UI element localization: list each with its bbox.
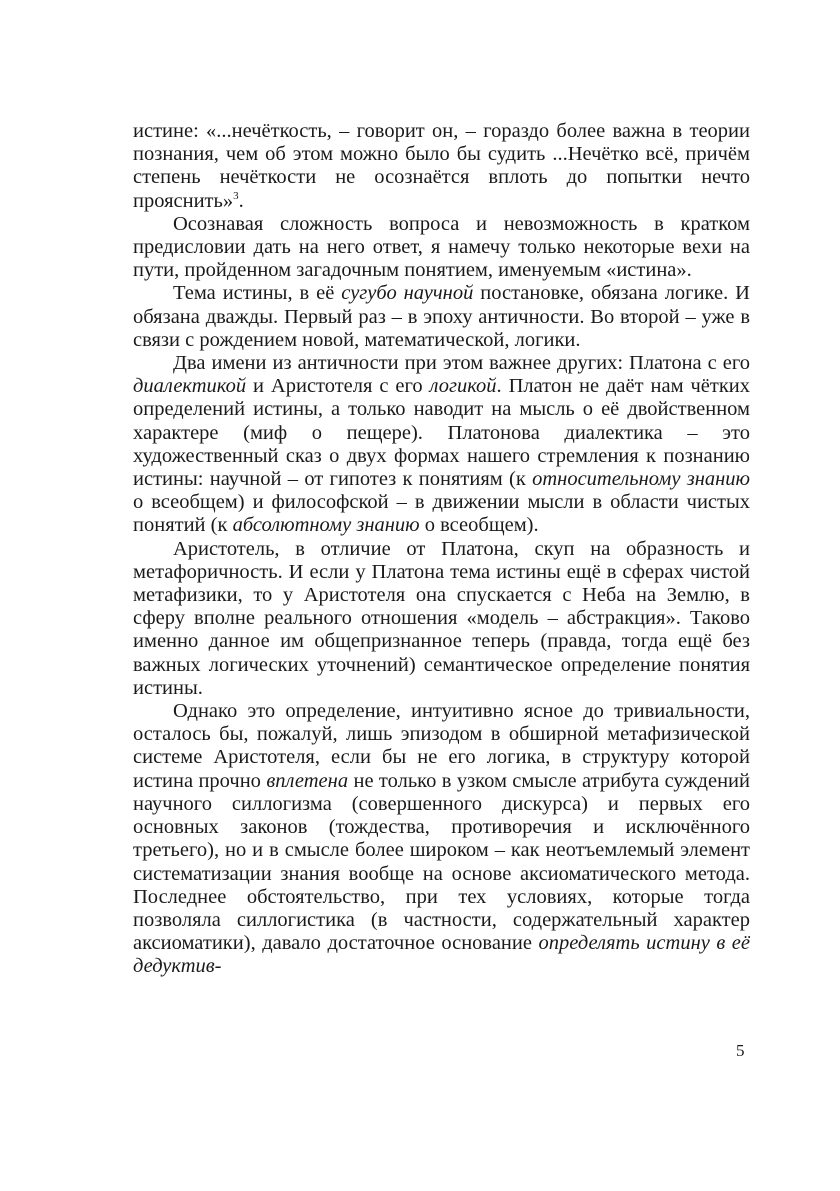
body-text: [133, 120, 750, 979]
paragraph: [133, 282, 750, 352]
text-run: . Платон не даёт нам чётких определений истины, а только наводит на мысль о её двойственном характере (миф о пещере). Платонова диалектика – это художественный сказ о двух формах нашего стремления к познанию истины: научной – от гипотез к понятиям (к: [133, 375, 751, 491]
italic-text: диалектикой: [133, 375, 247, 398]
text-run: о всеобщем).: [419, 514, 539, 537]
italic-text: вплетена: [266, 769, 349, 792]
italic-text: относительному знанию: [532, 468, 750, 491]
text-run: Аристотель, в отличие от Платона, скуп на образность и метафоричность. И если у Платона тема истины ещё в сферах чистой метафизики, то у Аристотеля она спускается с Неба на Землю, в сферу вполне реального отношения «модель – абстракция». Таково именно данное им общепризнанное теперь (правда, тогда ещё без важных логических уточнений) семантическое определение понятия истины.: [133, 537, 750, 699]
text-run: Тема истины, в её: [173, 282, 342, 305]
paragraph: [133, 538, 750, 700]
footnote-marker: 3: [233, 189, 239, 202]
paragraph: [133, 352, 750, 538]
page-number: 5: [736, 1041, 745, 1060]
italic-text: логикой: [429, 375, 497, 398]
italic-text: определять истину в её дедуктив-: [133, 932, 751, 978]
text-run: не только в узком смысле атрибута суждений научного силлогизма (совершенного дискурса) и первых его основных законов (тождества, противоречия и исключённого третьего), но и в смысле более широком – как неотъемлемый элемент систематизации знания вообще на основе аксиоматического метода. Последнее обстоятельство, при тех условиях, которые тогда позволяла силлогистика (в частности, содержательный характер аксиоматики), давало достаточное основание: [133, 769, 750, 955]
text-run: Два имени из античности при этом важнее других: Платона с его: [173, 352, 750, 375]
paragraph: [133, 700, 750, 978]
paragraph: [133, 213, 750, 283]
text-run: постановке, обязана логике. И обязана дважды. Первый раз – в эпоху античности. Во второй – уже в связи с рождением новой, математической, логики.: [133, 282, 750, 351]
text-run: Осознавая сложность вопроса и невозможность в кратком предисловии дать на него ответ, я намечу только некоторые вехи на пути, пройденном загадочным понятием, именуемым «истина».: [133, 212, 750, 282]
paragraph: [133, 120, 750, 213]
text-run: .: [238, 189, 244, 212]
italic-text: абсолютному знанию: [232, 514, 420, 537]
text-run: и Аристотеля с его: [246, 375, 430, 398]
text-run: Однако это определение, интуитивно ясное до тривиальности, осталось бы, пожалуй, лишь эпизодом в обширной метафизической системе Аристотеля, если бы не его логика, в структуру которой истина прочно: [133, 700, 750, 792]
italic-text: сугубо научной: [341, 282, 474, 305]
text-run: истине: «...нечёткость, – говорит он, – гораздо более важна в теории познания, чем об этом можно было бы судить ...Нечётко всё, причём степень нечёткости не осознаётся вплоть до попытки нечто прояснить»: [133, 120, 750, 212]
text-run: о всеобщем) и философской – в движении мысли в области чистых понятий (к: [133, 491, 750, 537]
